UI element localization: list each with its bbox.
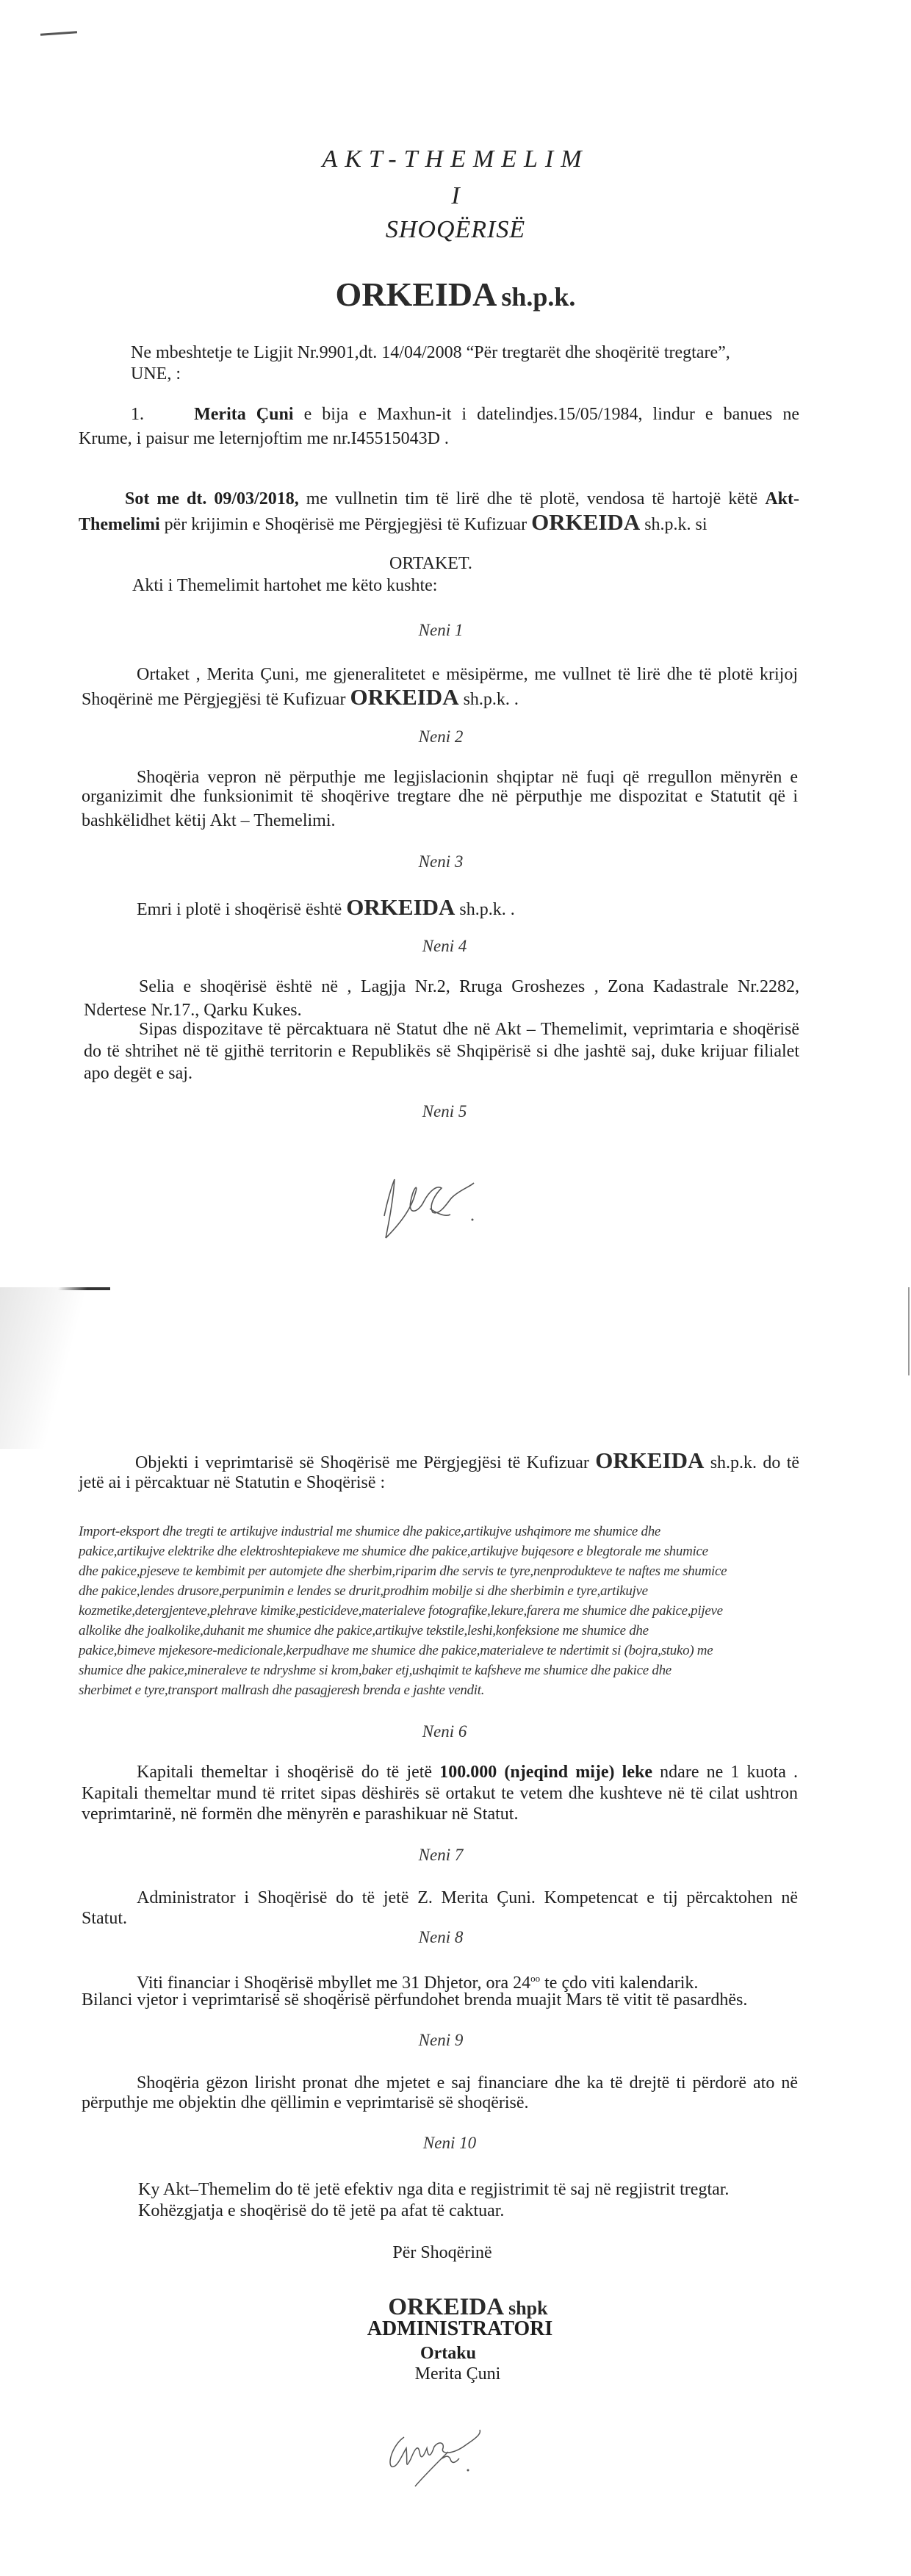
neni-7-line-2: Statut. [82,1909,128,1928]
neni-6-line-2: Kapitali themeltar mund të rritet sipas dëshirës së ortakut te vetem dhe kushteve në të cilat ushtron [82,1784,798,1803]
neni-4-line: do të shtrihet në të gjithë territorin e Republikës së Shqipërisë si dhe jashtë saj, duke krijuar filialet [84,1042,799,1061]
page-1 [0,0,911,1287]
decision-line-2 [79,511,707,533]
neni-2-line: Shoqëria vepron në përputhje me legjislacionin shqiptar në fuqi që rregullon mënyrën e [137,768,798,787]
neni-9-line-2: përputhje me objektin dhe qëllimin e veprimtarisë së shoqërisë. [82,2093,529,2112]
intro-line: Ne mbeshtetje te Ligjit Nr.9901,dt. 14/04/2008 “Për tregtarët dhe shoqëritë tregtare”, [131,343,730,362]
neni-4-line: Sipas dispozitave të përcaktuara në Statut dhe në Akt – Themelimit, veprimtaria e shoqërisë [139,1020,799,1039]
activity-line: dhe pakice,pjeseve te kembimit per automjete dhe sherbim,riparim dhe servis te tyre,nenprodukteve te naftes me shumice [79,1564,727,1579]
neni-3-company: ORKEIDA [346,894,455,920]
decision-company: ORKEIDA [531,509,641,535]
founder-name: Merita Çuni [194,405,294,424]
signature-ortaku: Ortaku [420,2344,476,2363]
company-suffix: sh.p.k. [501,282,576,312]
neni-2-heading: Neni 2 [418,727,464,746]
company-title [0,276,911,313]
decision-text-3: sh.p.k. si [644,515,707,534]
decision-themelimi: Themelimi [79,515,160,534]
neni-5-heading: Neni 5 [422,1102,467,1120]
neni-1-line-1: Ortaket , Merita Çuni, me gjeneralitetet e mësipërme, me vullnet të lirë dhe të plotë krijoj [137,665,798,684]
objekti-text: Objekti i veprimtarisë së Shoqërisë me Përgjegjësi të Kufizuar [135,1453,589,1472]
founder-number: 1. [131,405,144,424]
activity-line: dhe pakice,lendes drusore,perpunimin e lendes se drurit,prodhim mobilje si dhe sherbimin e tyre,artikujve [79,1583,648,1599]
page-2 [0,1287,911,2576]
founder-line-2: Krume, i paisur me leternjoftim me nr.I45515043D . [79,429,449,448]
neni-2-line: organizimit dhe funksionimit të shoqërive tregtare dhe në përputhje me dispozitat e Statutit që i [82,787,798,806]
signature-name: Merita Çuni [414,2364,501,2383]
decision-text: me vullnetin tim të lirë dhe të plotë, vendosa të hartojë këtë [306,489,758,508]
doc-title-line-2: I [451,182,460,209]
neni-6-line-3: veprimtarinë, në formën dhe mënyrën e parashikuar në Statut. [82,1805,519,1824]
signature-icon [386,2426,514,2489]
fiscal-year-text-2: te çdo viti kalendarik. [540,1974,699,1993]
neni-1-heading: Neni 1 [418,621,464,639]
founder-line-1 [131,403,799,425]
objekti-line-2: jetë ai i përcaktuar në Statutin e Shoqërisë : [79,1473,386,1492]
neni-2-line: bashkëlidhet këtij Akt – Themelimi. [82,811,336,830]
capital-amount: 100.000 (njeqind mije) leke [439,1763,653,1782]
neni-3-heading: Neni 3 [418,852,464,871]
activity-line: pakice,bimeve mjekesore-medicionale,kerpudhave me shumice dhe pakice,materialeve te ndertimit si (bojra,stuko) me [79,1643,713,1658]
signature-company-name: ORKEIDA [388,2294,505,2320]
ortaket-heading: ORTAKET. [389,554,472,573]
activity-line: sherbimet e tyre,transport mallrash dhe pasagjeresh brenda e jashte vendit. [79,1683,485,1698]
signature-role: ADMINISTRATORI [367,2317,553,2340]
neni-4-line: Selia e shoqërisë është në , Lagjja Nr.2, Rruga Groshezes , Zona Kadastrale Nr.2282, [139,977,799,996]
neni-1-line-2 [82,686,519,708]
neni-10-line-1: Ky Akt–Themelim do të jetë efektiv nga dita e regjistrimit të saj në regjistrit tregtar. [138,2180,730,2199]
capital-text: Kapitali themeltar i shoqërisë do të jetë [137,1763,433,1782]
scan-shadow-fold [0,1287,103,1449]
decision-date: Sot me dt. 09/03/2018, [125,489,299,508]
founder-details: e bija e Maxhun-it i datelindjes.15/05/1984, lindur e banues ne [303,405,799,424]
neni-8-line-2: Bilanci vjetor i veprimtarisë së shoqërisë përfundohet brenda muajit Mars të vitit të pasardhës. [82,1990,748,2010]
neni-1-company: ORKEIDA [350,684,459,710]
signature-icon [378,1172,496,1242]
objekti-company: ORKEIDA [595,1450,705,1472]
signature-company [0,2294,911,2320]
neni-4-line: apo degët e saj. [84,1064,192,1083]
doc-title-line-3: SHOQËRISË [385,216,526,243]
neni-7-line-1: Administrator i Shoqërisë do të jetë Z. Merita Çuni. Kompetencat e tij përcaktohen në [137,1888,798,1907]
doc-title-line-1: AKT-THEMELIM [322,145,589,173]
neni-6-line-1 [137,1761,798,1783]
neni-9-heading: Neni 9 [418,2031,464,2049]
neni-1-text: Shoqërinë me Përgjegjësi të Kufizuar [82,690,346,709]
intro-une: UNE, : [131,364,181,384]
neni-4-line: Ndertese Nr.17., Qarku Kukes. [84,1001,302,1020]
activity-line: Import-eksport dhe tregti te artikujve industrial me shumice dhe pakice,artikujve ushqimore me shumice dhe [79,1524,661,1539]
decision-akt: Akt- [765,489,799,508]
signature-company-suffix: shpk [508,2298,548,2319]
objekti-line-1 [135,1450,799,1472]
akti-intro: Akti i Themelimit hartohet me këto kushte: [132,576,438,595]
neni-1-suffix: sh.p.k. . [463,690,519,709]
neni-8-heading: Neni 8 [418,1928,464,1946]
neni-3-suffix: sh.p.k. . [459,900,515,919]
capital-quota: ndare ne 1 kuota . [660,1763,798,1782]
fiscal-year-sup: oo [530,1973,541,1984]
activity-line: kozmetike,detergjenteve,plehrave kimike,pesticideve,materialeve fotografike,lekure,farera me shumice dhe pakice,pijeve [79,1603,723,1619]
scan-edge-right [908,1287,910,1375]
fiscal-year-text: Viti financiar i Shoqërisë mbyllet me 31 Dhjetor, ora 24 [137,1974,531,1993]
neni-4-heading: Neni 4 [422,937,467,955]
decision-text-2: për krijimin e Shoqërisë me Përgjegjësi të Kufizuar [164,515,527,534]
neni-3-line [137,896,515,918]
neni-10-line-2: Kohëzgjatja e shoqërisë do të jetë pa afat të caktuar. [138,2201,505,2220]
activity-line: alkolike dhe joalkolike,duhanit me shumice dhe pakice,artikujve tekstile,leshi,konfeksione me shumice dhe [79,1623,649,1638]
neni-7-heading: Neni 7 [418,1846,464,1864]
objekti-suffix: sh.p.k. do të [710,1453,799,1472]
neni-6-heading: Neni 6 [422,1722,467,1741]
company-name: ORKEIDA [335,276,497,313]
decision-line-1 [125,488,799,510]
activity-line: pakice,artikujve elektrike dhe elektroshtepiakeve me shumice dhe pakice,artikujve bujqesore e blegtorale me shumice [79,1544,708,1559]
scan-mark [40,31,77,35]
neni-9-line-1: Shoqëria gëzon lirisht pronat dhe mjetet e saj financiare dhe ka të drejtë ti përdorë ato në [137,2073,798,2093]
activity-line: shumice dhe pakice,mineraleve te ndryshme si krom,baker etj,ushqimit te kafsheve me shumice dhe pakice dhe [79,1663,671,1678]
neni-10-heading: Neni 10 [422,2134,477,2152]
signature-per: Për Shoqërinë [392,2243,492,2262]
neni-8-line-1 [137,1968,699,1993]
neni-3-text: Emri i plotë i shoqërisë është [137,900,342,919]
